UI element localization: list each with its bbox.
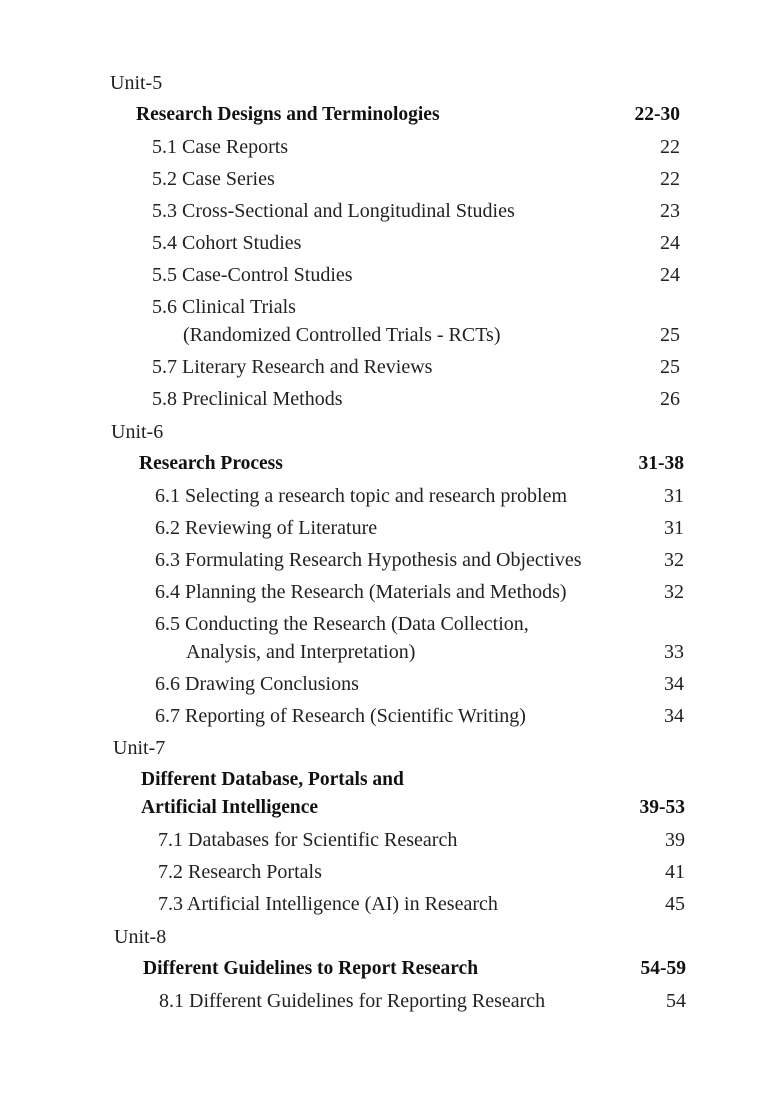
page-number: 34: [664, 705, 684, 727]
toc-entry[interactable]: 7.1 Databases for Scientific Research: [158, 829, 458, 851]
toc-entry[interactable]: 8.1 Different Guidelines for Reporting Research: [159, 990, 546, 1012]
toc-entry[interactable]: 6.6 Drawing Conclusions: [155, 673, 359, 695]
toc-entry[interactable]: 7.2 Research Portals: [158, 861, 322, 883]
page-number: 39: [665, 829, 685, 851]
toc-entry[interactable]: 6.4 Planning the Research (Materials and Methods): [155, 581, 567, 603]
unit-title[interactable]: Research Process: [139, 453, 283, 474]
toc-entry[interactable]: 6.7 Reporting of Research (Scientific Writing): [155, 705, 526, 727]
page-number: 41: [665, 861, 685, 883]
toc-entry[interactable]: 5.1 Case Reports: [152, 136, 289, 158]
unit-title[interactable]: Different Guidelines to Report Research: [143, 958, 479, 979]
page-number: 24: [660, 264, 680, 286]
page-number: 45: [665, 893, 685, 915]
unit-title[interactable]: Different Database, Portals and: [141, 769, 404, 790]
page-number: 24: [660, 232, 680, 254]
unit-page-range: 22-30: [634, 104, 680, 125]
page-number: 31: [664, 517, 684, 539]
page-number: 32: [664, 549, 684, 571]
toc-entry-continuation[interactable]: (Randomized Controlled Trials - RCTs): [183, 324, 501, 346]
toc-entry[interactable]: 5.3 Cross-Sectional and Longitudinal Studies: [152, 200, 515, 222]
page-number: 23: [660, 200, 680, 222]
page-number: 22: [660, 168, 680, 190]
page-number: 22: [660, 136, 680, 158]
unit-title[interactable]: Research Designs and Terminologies: [136, 104, 440, 125]
toc-entry[interactable]: 5.8 Preclinical Methods: [152, 388, 343, 410]
toc-entry-continuation[interactable]: Analysis, and Interpretation): [186, 641, 416, 663]
toc-entry[interactable]: 5.2 Case Series: [152, 168, 275, 190]
page-number: 25: [660, 356, 680, 378]
unit-page-range: 31-38: [638, 453, 684, 474]
toc-entry[interactable]: 6.5 Conducting the Research (Data Collection,: [155, 613, 529, 635]
page-number: 26: [660, 388, 680, 410]
unit-label: Unit-7: [113, 737, 166, 759]
page-number: 31: [664, 485, 684, 507]
unit-label: Unit-8: [114, 926, 167, 948]
toc-entry[interactable]: 5.7 Literary Research and Reviews: [152, 356, 433, 378]
toc-entry[interactable]: 6.2 Reviewing of Literature: [155, 517, 378, 539]
toc-entry[interactable]: 5.5 Case-Control Studies: [152, 264, 353, 286]
unit-title-continuation[interactable]: Artificial Intelligence: [141, 797, 319, 818]
unit-page-range: 39-53: [639, 797, 685, 818]
toc-entry[interactable]: 6.1 Selecting a research topic and research problem: [155, 485, 568, 507]
toc-entry[interactable]: 6.3 Formulating Research Hypothesis and Objectives: [155, 549, 582, 571]
toc-entry[interactable]: 5.4 Cohort Studies: [152, 232, 302, 254]
toc-entry[interactable]: 5.6 Clinical Trials: [152, 296, 296, 318]
unit-page-range: 54-59: [640, 958, 686, 979]
unit-label: Unit-6: [111, 421, 164, 443]
page-number: 33: [664, 641, 684, 663]
page-number: 25: [660, 324, 680, 346]
page-number: 32: [664, 581, 684, 603]
page-number: 54: [666, 990, 686, 1012]
toc-entry[interactable]: 7.3 Artificial Intelligence (AI) in Research: [158, 893, 498, 915]
page-number: 34: [664, 673, 684, 695]
unit-label: Unit-5: [110, 72, 163, 94]
